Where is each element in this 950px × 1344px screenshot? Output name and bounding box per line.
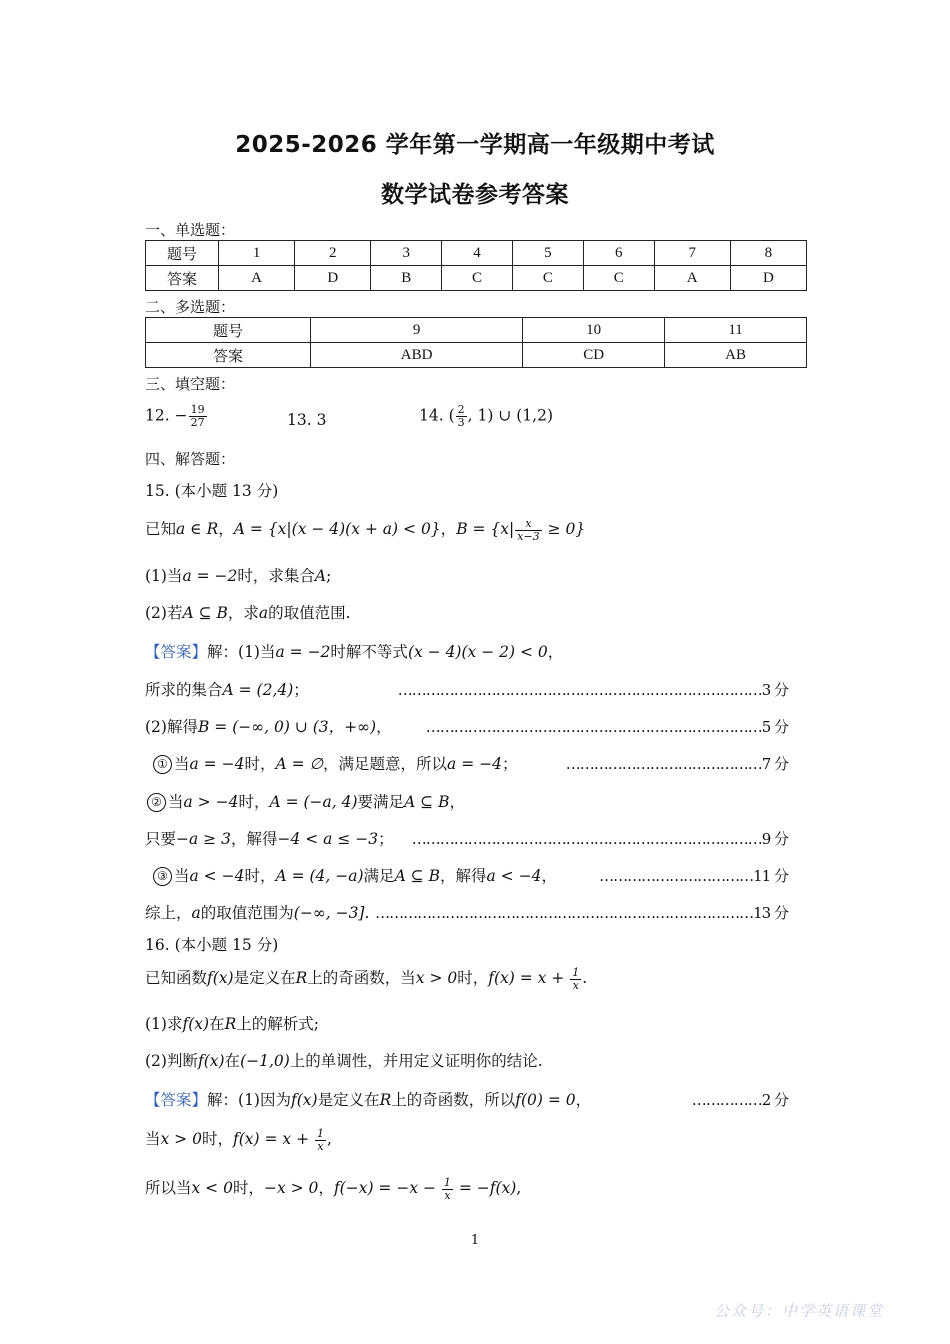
q16-part2	[145, 1049, 543, 1071]
q15-solution-5	[147, 790, 465, 812]
text: (2)解得	[145, 718, 198, 736]
q16-solution-2	[145, 1127, 332, 1153]
math: (x − 4)(x − 2) < 0	[407, 643, 548, 661]
table-cell: AB	[665, 343, 807, 368]
text: 的取值范围为	[200, 904, 294, 922]
watermark: 公众号：中学英语课堂	[713, 1302, 884, 1320]
text: 当	[145, 1130, 161, 1148]
math: f(x) = x +	[232, 1130, 314, 1148]
math: x < 0	[191, 1179, 233, 1197]
section-multi-choice: 二、多选题：	[145, 298, 236, 316]
text: .	[364, 904, 370, 922]
table-cell: D	[295, 266, 371, 291]
fill-13: 13. 3	[287, 411, 327, 429]
math: f(x)	[207, 969, 234, 987]
frac-den: x	[444, 1188, 451, 1202]
answer-tag: 【答案】	[145, 1091, 208, 1109]
multi-choice-table	[145, 317, 807, 368]
math: f(0) = 0	[515, 1091, 576, 1109]
text: ，解得	[230, 830, 278, 848]
text: (2)判断	[145, 1052, 198, 1070]
text: ，	[318, 1179, 334, 1197]
score-mark: ………………………………………………………………5 分	[425, 718, 788, 736]
table-row	[146, 241, 807, 266]
math: A	[314, 567, 327, 585]
table-header-cell: 题号	[146, 318, 311, 343]
frac-num: 2	[457, 403, 465, 416]
text: 上的奇函数，所以	[391, 1091, 516, 1109]
text: 是定义在	[233, 969, 296, 987]
text: ，求	[227, 604, 259, 622]
q16-stem	[145, 966, 587, 992]
text: ，	[218, 520, 234, 538]
frac-den: 3	[457, 416, 465, 429]
text: 在	[224, 1052, 241, 1070]
score-mark: ……………………………………………………………………3 分	[397, 681, 788, 699]
answer-key-title: 数学试卷参考答案	[381, 182, 569, 208]
frac-num: x	[515, 518, 541, 531]
table-cell: 6	[583, 241, 654, 266]
text: ，	[376, 718, 392, 736]
text: 上的单调性，并用定义证明你的结论.	[289, 1052, 543, 1070]
q15-stem	[145, 517, 585, 543]
math: A ⊆ B	[182, 604, 228, 622]
text: 满足	[363, 867, 395, 885]
text: 时，求集合	[237, 567, 315, 585]
text: (1)当	[145, 567, 183, 585]
q16-header: 16. (本小题 15 分)	[145, 936, 279, 954]
text: 时，	[457, 969, 489, 987]
text: 时，	[238, 793, 270, 811]
math: A = (2,4)	[222, 681, 294, 699]
frac-den: x	[317, 1139, 324, 1153]
math: x > 0	[415, 969, 458, 987]
text: .	[582, 969, 588, 987]
q15-solution-7	[153, 864, 557, 886]
text: 解：(1)当	[207, 643, 276, 661]
text: ，	[575, 1091, 592, 1109]
math: f(x)	[197, 1052, 225, 1070]
q16-solution-3	[145, 1176, 521, 1202]
text: ，解得	[440, 867, 487, 885]
q15-solution-6	[145, 827, 394, 849]
score-mark: ………………………………………………………………………13 分	[375, 904, 788, 922]
math: a	[191, 904, 201, 922]
table-cell: A	[219, 266, 295, 291]
text: (2)若	[145, 604, 183, 622]
table-header-cell: 题号	[146, 241, 219, 266]
section-single-choice: 一、单选题：	[145, 221, 236, 239]
text: ，	[547, 643, 564, 661]
table-cell: 10	[523, 318, 665, 343]
math: a < −4	[486, 867, 542, 885]
table-row	[146, 266, 807, 291]
circled-number: ③	[153, 867, 172, 886]
text: 已知函数	[145, 969, 208, 987]
math: −x > 0	[263, 1179, 319, 1197]
text: 在	[209, 1015, 225, 1033]
fill-14	[419, 404, 553, 429]
text: 是定义在	[317, 1091, 380, 1109]
math: a	[258, 604, 269, 622]
fill-14-part: , 1) ∪ (1,2)	[467, 406, 554, 425]
score-mark: ……………………………………7 分	[565, 755, 788, 773]
table-cell: 1	[219, 241, 295, 266]
table-row	[146, 343, 807, 368]
math: f(x)	[290, 1091, 318, 1109]
q15-solution-2	[145, 678, 309, 700]
q15-solution-3	[145, 715, 392, 737]
math: A = ∅	[275, 755, 324, 773]
frac-num: 1	[443, 1175, 451, 1189]
math: a = −2	[182, 567, 238, 585]
text: 时，	[232, 1179, 264, 1197]
text: 的取值范围.	[268, 604, 351, 622]
table-cell: 9	[311, 318, 523, 343]
table-cell: C	[512, 266, 583, 291]
answer-tag: 【答案】	[145, 643, 208, 661]
math: x > 0	[160, 1130, 202, 1148]
table-cell: 11	[665, 318, 807, 343]
text: 只要	[145, 830, 177, 848]
frac-num: 19	[190, 403, 205, 416]
math: B = {x|	[456, 520, 515, 538]
math: a > −4	[183, 793, 239, 811]
fill-12	[145, 404, 208, 429]
math: A = {x|(x − 4)(x + a) < 0}	[233, 520, 441, 538]
math: R	[379, 1091, 392, 1109]
circled-number: ①	[153, 755, 172, 774]
frac-den: 27	[190, 416, 205, 429]
text: 已知	[145, 520, 177, 538]
math: a = −4	[189, 755, 245, 773]
text: 综上，	[145, 904, 192, 922]
math: A = (−a, 4)	[269, 793, 358, 811]
q15-header: 15. (本小题 13 分)	[145, 482, 279, 500]
q15-part2	[145, 601, 351, 623]
table-header-cell: 答案	[146, 343, 311, 368]
q15-solution-1	[145, 640, 563, 662]
table-cell: C	[442, 266, 513, 291]
text: ，	[449, 793, 466, 811]
table-cell: 3	[371, 241, 442, 266]
single-choice-table	[145, 240, 807, 291]
score-mark: …………………………………………………………………9 分	[411, 830, 788, 848]
table-header-cell: 答案	[146, 266, 219, 291]
frac-den: x−3	[517, 529, 540, 543]
math: B = (−∞, 0) ∪ (3，+∞)	[197, 718, 377, 736]
q16-solution-1	[145, 1088, 591, 1110]
table-cell: 4	[442, 241, 513, 266]
text: 时，	[244, 867, 276, 885]
math: A ⊆ B	[404, 793, 450, 811]
table-cell: 2	[295, 241, 371, 266]
text: 上的奇函数，当	[307, 969, 416, 987]
text: 所求的集合	[145, 681, 223, 699]
q15-part1	[145, 564, 331, 586]
q16-part1	[145, 1012, 319, 1034]
score-mark: ……………2 分	[691, 1091, 788, 1109]
page-number: 1	[470, 1233, 480, 1248]
section-fill-blank: 三、填空题：	[145, 375, 236, 393]
text: 要满足	[357, 793, 405, 811]
frac-num: 1	[316, 1126, 324, 1140]
table-row	[146, 318, 807, 343]
math: (−∞, −3]	[293, 904, 365, 922]
fraction	[570, 967, 581, 992]
text: 时，	[244, 755, 276, 773]
math: f(−x) = −x −	[333, 1179, 441, 1197]
q15-solution-8	[145, 901, 369, 923]
math: f(x)	[182, 1015, 210, 1033]
math: a = −4	[447, 755, 502, 773]
text: 当	[168, 793, 184, 811]
text: ;	[326, 567, 332, 585]
math: a = −2	[275, 643, 331, 661]
math: A = (4, −a)	[275, 867, 364, 885]
q15-solution-4	[153, 752, 517, 774]
text: 解：(1)因为	[207, 1091, 291, 1109]
table-cell: A	[654, 266, 730, 291]
text: 时解不等式	[330, 643, 408, 661]
table-cell: 8	[730, 241, 806, 266]
text: 时，	[201, 1130, 233, 1148]
math: (−1,0)	[240, 1052, 290, 1070]
exam-title: 2025-2026 学年第一学期高一年级期中考试	[235, 132, 715, 158]
fraction	[456, 404, 467, 429]
text: ，满足题意，所以	[323, 755, 448, 773]
text: 当	[174, 755, 190, 773]
fill-14-label: 14.	[419, 406, 444, 425]
text: ，	[440, 520, 457, 538]
table-cell: B	[371, 266, 442, 291]
score-mark: ……………………………11 分	[599, 867, 788, 885]
text: 所以当	[145, 1179, 192, 1197]
circled-number: ②	[147, 793, 166, 812]
fraction	[515, 518, 541, 543]
text: (1)求	[145, 1015, 183, 1033]
table-cell: 7	[654, 241, 730, 266]
fraction	[442, 1177, 453, 1202]
table-cell: CD	[523, 343, 665, 368]
text: 上的解析式;	[236, 1015, 319, 1033]
math: −4 < a ≤ −3	[277, 830, 379, 848]
text: ，	[541, 867, 557, 885]
section-solutions: 四、解答题：	[145, 450, 236, 468]
table-cell: 5	[512, 241, 583, 266]
math: R	[295, 969, 308, 987]
math: a ∈ R	[176, 520, 219, 538]
text: ,	[516, 1179, 522, 1197]
table-cell: D	[730, 266, 806, 291]
text: ；	[293, 681, 309, 699]
fraction	[315, 1128, 326, 1153]
math: −a ≥ 3	[176, 830, 231, 848]
math: A ⊆ B	[394, 867, 440, 885]
fill-12-label: 12.	[145, 406, 170, 425]
fraction	[189, 404, 207, 429]
text: ；	[501, 755, 518, 773]
table-cell: C	[583, 266, 654, 291]
fill-12-sign: −	[174, 406, 188, 425]
text: ；	[378, 830, 394, 848]
math: f(x) = x +	[488, 969, 570, 987]
math: ≥ 0}	[542, 520, 586, 538]
math: R	[224, 1015, 237, 1033]
table-cell: ABD	[311, 343, 523, 368]
math: a < −4	[189, 867, 245, 885]
frac-den: x	[572, 978, 579, 992]
text: ,	[326, 1130, 332, 1148]
math: = −f(x)	[453, 1179, 517, 1197]
frac-num: 1	[572, 965, 580, 979]
text: 当	[174, 867, 190, 885]
fill-14-part: (	[448, 406, 455, 425]
